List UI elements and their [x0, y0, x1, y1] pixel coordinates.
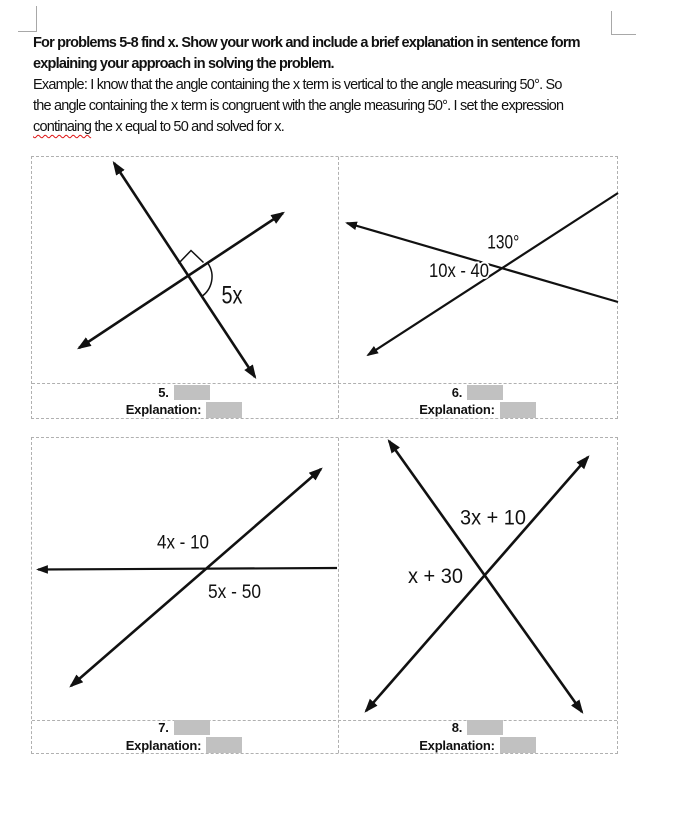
ascending-line — [368, 193, 618, 355]
angle-arc — [201, 263, 212, 296]
answer-row-8 — [337, 720, 618, 753]
horizontal-line — [38, 568, 337, 570]
angle-label-5x: 5x — [221, 281, 243, 310]
example-line-1: Example: I know that the angle containing the x term is vertical to the angle measuring 50°. So — [33, 77, 562, 93]
example-line-3 — [33, 117, 580, 138]
explanation-label: Explanation: — [419, 737, 495, 753]
margin-corner-mark-top-right — [611, 11, 636, 35]
problem-number-label: 5. — [158, 384, 169, 400]
answer-field-6[interactable] — [467, 385, 503, 400]
angle-label-10x-40: 10x - 40 — [429, 260, 490, 282]
angle-label-5x-50: 5x - 50 — [208, 582, 261, 603]
problem-number-label: 7. — [158, 720, 169, 735]
problem-5-diagram — [31, 156, 337, 383]
explanation-label: Explanation: — [419, 402, 495, 417]
explanation-field-8[interactable] — [500, 737, 536, 753]
example-line-3-rest: the x equal to 50 and solved for x. — [91, 119, 284, 135]
answer-row-5 — [31, 384, 337, 418]
example-line-2: the angle containing the x term is congruent with the angle measuring 50°. I set the expression — [33, 98, 564, 114]
explanation-field-7[interactable] — [206, 737, 242, 753]
answer-row-7 — [31, 720, 337, 753]
problem-number-label: 6. — [451, 384, 463, 400]
answer-field-7[interactable] — [174, 720, 210, 735]
instruction-line-2: explaining your approach in solving the problem. — [33, 56, 334, 72]
explanation-label: Explanation: — [125, 402, 202, 417]
explanation-label: Explanation: — [125, 737, 202, 753]
angle-label-4x-10: 4x - 10 — [157, 532, 209, 554]
steep-line — [114, 163, 255, 377]
answer-field-5[interactable] — [174, 385, 210, 400]
instructions-paragraph — [33, 33, 580, 138]
explanation-field-6[interactable] — [500, 402, 536, 418]
problem-8-diagram — [337, 437, 618, 720]
shallow-line — [79, 213, 283, 348]
angle-label-x-30: x + 30 — [408, 565, 463, 588]
answer-field-8[interactable] — [467, 720, 503, 735]
problem-number-label: 8. — [451, 720, 463, 735]
angle-label-3x-10: 3x + 10 — [460, 506, 526, 530]
instruction-line-1: For problems 5-8 find x. Show your work and include a brief explanation in sentence form — [33, 35, 580, 51]
problem-7-diagram — [31, 437, 337, 720]
answer-row-6 — [337, 384, 618, 418]
misspelled-word: continaing — [33, 119, 92, 135]
right-angle-mark — [179, 251, 204, 264]
margin-corner-mark-top-left — [18, 6, 37, 32]
explanation-field-5[interactable] — [206, 402, 242, 418]
angle-label-130: 130° — [487, 231, 520, 254]
diagonal-line — [71, 469, 321, 686]
problem-6-diagram — [337, 156, 618, 383]
